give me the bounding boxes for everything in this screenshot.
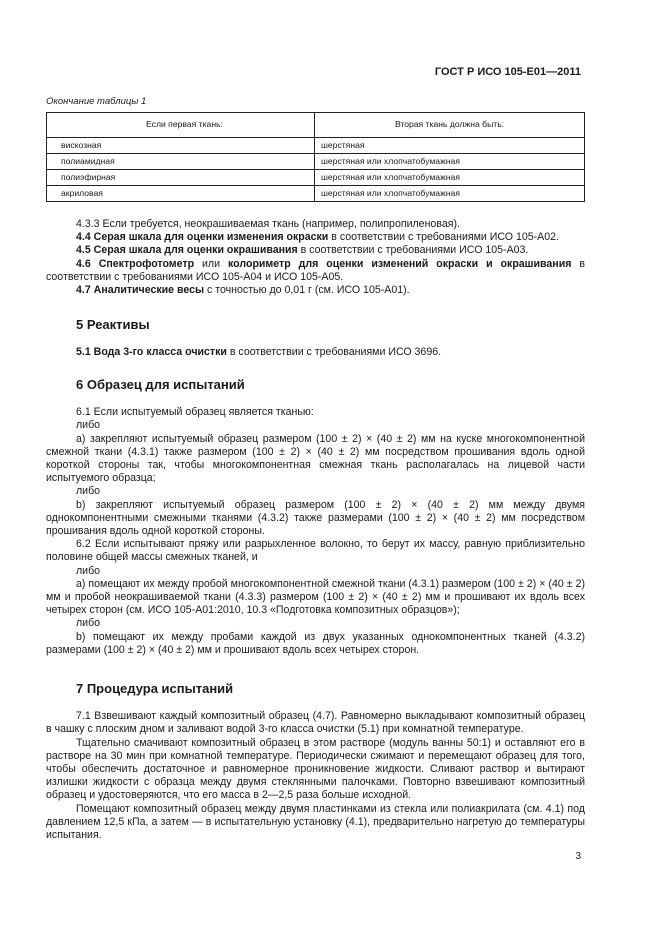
document-header: ГОСТ Р ИСО 105-E01—2011 [434, 66, 581, 78]
table-cell: полиэфирная [47, 170, 315, 186]
table-cell: шерстяная или хлопчатобумажная [315, 154, 585, 170]
table-row [47, 138, 585, 154]
item-4-6-term-1: 4.6 Спектрофотометр [76, 257, 195, 270]
item-4-5-term: 4.5 Серая шкала для оценки окрашивания [76, 244, 298, 257]
table-cell: шерстяная или хлопчатобумажная [315, 170, 585, 186]
option-b-yarn: b) помещают их между пробами каждой из двух указанных однокомпонентных тканей (4.3.2) размерами (100 ± 2) × (40 ± 2) мм и прошивают вдоль всех четырех сторон. [46, 630, 585, 656]
item-5-1-term: 5.1 Вода 3-го класса очистки [76, 346, 227, 359]
section-5-heading: 5 Реактивы [76, 317, 150, 332]
item-4-5-text: в соответствии с требованиями ИСО 105-A03. [297, 244, 529, 257]
item-4-6 [46, 258, 585, 284]
item-4-7-term: 4.7 Аналитические весы [76, 284, 205, 297]
item-4-4 [46, 231, 585, 244]
table-cell: полиамидная [47, 154, 315, 170]
table-row [47, 170, 585, 186]
table-cell: шерстяная или хлопчатобумажная [315, 186, 585, 202]
section-7 [46, 682, 585, 842]
table-cell: акриловая [47, 186, 315, 202]
section-6 [46, 378, 585, 657]
item-4-4-term: 4.4 Серая шкала для оценки изменения окраски [76, 231, 329, 244]
section-6-heading: 6 Образец для испытаний [76, 377, 245, 392]
item-4-7 [46, 284, 585, 297]
table-header-row [47, 113, 585, 138]
column-header-first-fabric: Если первая ткань: [47, 113, 315, 138]
paragraph-6-1: 6.1 Если испытуемый образец является тканью: [76, 406, 314, 419]
item-4-4-text: в соответствии с требованиями ИСО 105-A02. [328, 231, 559, 244]
option-a-fabric: а) закрепляют испытуемый образец размером (100 ± 2) × (40 ± 2) мм на куске многокомпонентной смежной ткани (4.3.1) также размером (100 ± 2) × (40 ± 2) мм посредством прошивания вдоль одной короткой стороны так, чтобы многокомпонентная смежная ткань располагалась на лицевой части испытуемого образца; [46, 432, 585, 485]
item-4-3-3: 4.3.3 Если требуется, неокрашиваемая ткань (например, полипропиленовая). [76, 218, 460, 230]
paragraph-6-2: 6.2 Если испытывают пряжу или разрыхленное волокно, то берут их массу, равную приблизительно половине общей массы смежных тканей, и [46, 538, 585, 564]
paragraph-7-3: Помещают композитный образец между двумя пластинками из стекла или полиакрилата (см. 4.1) под давлением 12,5 кПа, а затем — в испытательную установку (4.1), предварительно нагретую до температуры испытания. [46, 802, 585, 842]
fabric-table [46, 112, 585, 202]
or-word: либо [76, 564, 101, 577]
column-header-second-fabric: Вторая ткань должна быть: [315, 113, 585, 138]
or-word: либо [76, 617, 101, 630]
paragraph-7-1: 7.1 Взвешивают каждый композитный образец (4.7). Равномерно выкладывают композитный образец в чашку с плоским дном и заливают водой 3-го класса очистки (5.1) при комнатной температуре. [46, 710, 585, 736]
table-cell: вискозная [47, 138, 315, 154]
item-5-1 [46, 346, 585, 359]
table-row [47, 186, 585, 202]
table-cell: шерстяная [315, 138, 585, 154]
page-number: 3 [575, 851, 581, 862]
section-5 [46, 318, 585, 359]
item-4-5 [46, 244, 585, 257]
paragraph-7-2: Тщательно смачивают композитный образец в этом растворе (модуль ванны 50:1) и оставляют его в растворе на 30 мин при комнатной температуре. Периодически сжимают и перемещают образец для того, чтобы обеспечить достаточное и равномерное проникновение жидкости. Сливают раствор и вытирают излишки жидкости с образца между двумя стеклянными палочками. Повторно взвешивают композитный образец и удостоверяются, что его масса в 2—2,5 раза больше исходной. [46, 736, 585, 802]
table-row [47, 154, 585, 170]
option-b-fabric: b) закрепляют испытуемый образец размером (100 ± 2) × (40 ± 2) мм между двумя однокомпонентными смежными тканями (4.3.2) также размерами (100 ± 2) × (40 ± 2) мм посредством прошивания вдоль одной короткой стороны. [46, 498, 585, 538]
item-4-6-text: в соответствии с требованиями ИСО 105-A04 и ИСО 105-A05. [46, 257, 585, 283]
or-word: либо [76, 419, 101, 432]
item-4-7-text: с точностью до 0,01 г (см. ИСО 105-A01). [204, 284, 410, 297]
item-4-6-connector: или [194, 257, 229, 270]
item-5-1-text: в соответствии с требованиями ИСО 3696. [226, 346, 442, 359]
equipment-items [46, 218, 585, 297]
option-a-yarn: а) помещают их между пробой многокомпонентной смежной ткани (4.3.1) размером (100 ± 2) × (40 ± 2) мм и пробой неокрашиваемой ткани (4.3.3) размером (100 ± 2) × (40 ± 2) мм и прошивают их вдоль всех четырех сторон (см. ИСО 105-A01:2010, 10.3 «Подготовка композитных образцов»); [46, 577, 585, 617]
section-7-heading: 7 Процедура испытаний [76, 681, 234, 696]
table-caption: Окончание таблицы 1 [46, 96, 147, 107]
or-word: либо [76, 485, 101, 498]
item-4-6-term-2: колориметр для оценки изменений окраски и окрашивания [228, 257, 572, 270]
